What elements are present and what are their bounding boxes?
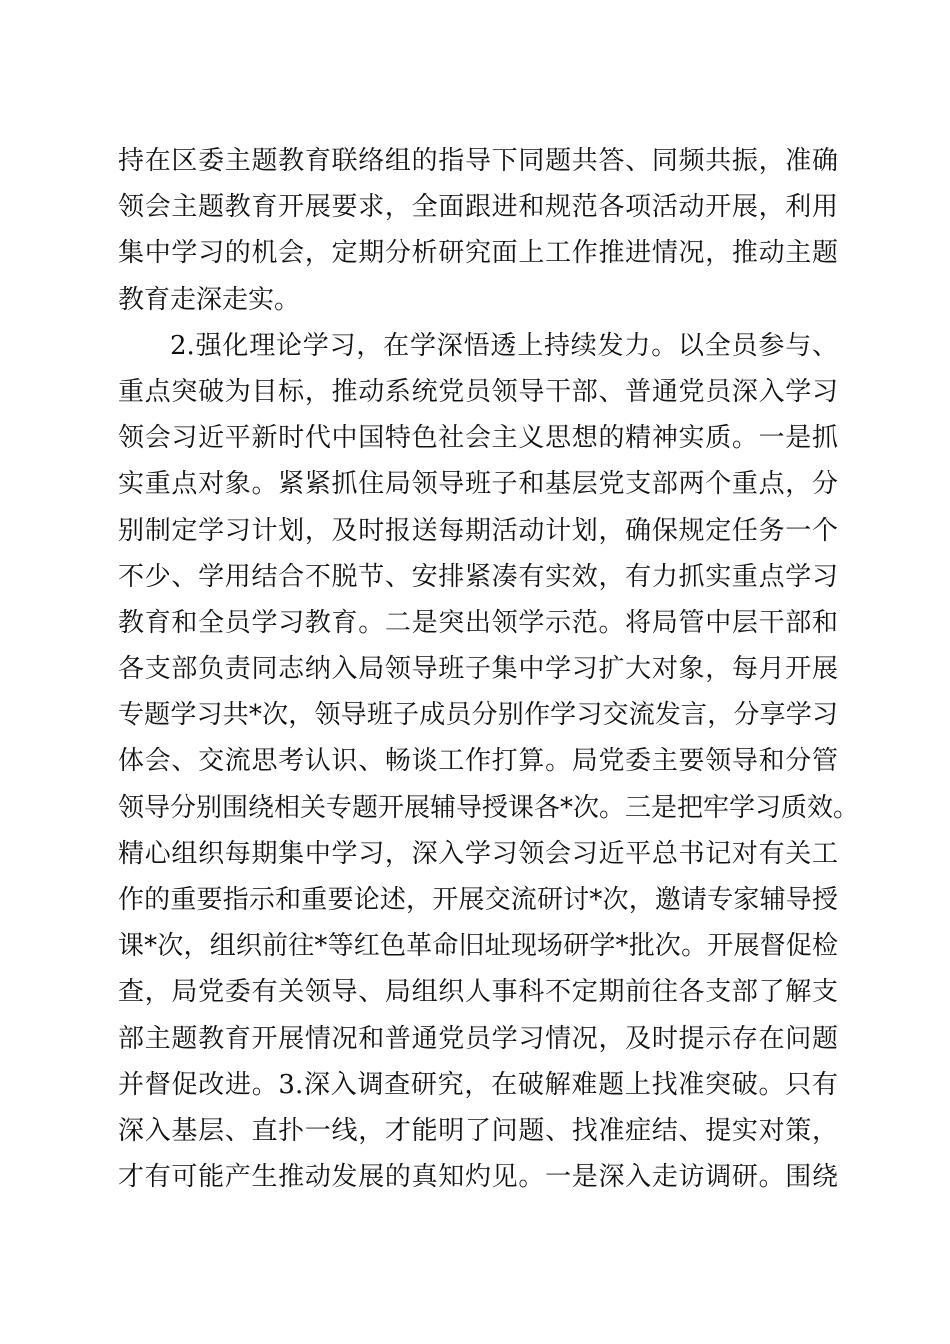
text-line: 部主题教育开展情况和普通党员学习情况，及时提示存在问题 bbox=[118, 1023, 838, 1054]
text-line: 持在区委主题教育联络组的指导下同题共答、同频共振，准确 bbox=[118, 146, 838, 176]
text-line: 领会习近平新时代中国特色社会主义思想的精神实质。一是抓 bbox=[118, 423, 838, 454]
text-line: 教育走深走实。 bbox=[118, 284, 301, 315]
text-line: 精心组织每期集中学习，深入学习领会习近平总书记对有关工 bbox=[118, 838, 838, 869]
text-line: 作的重要指示和重要论述，开展交流研讨*次，邀请专家辅导授 bbox=[118, 885, 838, 915]
text-line: 领会主题教育开展要求，全面跟进和规范各项活动开展，利用 bbox=[118, 192, 838, 223]
text-line: 教育和全员学习教育。二是突出领学示范。将局管中层干部和 bbox=[118, 607, 838, 638]
text-line: 实重点对象。紧紧抓住局领导班子和基层党支部两个重点，分 bbox=[118, 469, 838, 500]
text-line: 不少、学用结合不脱节、安排紧凑有实效，有力抓实重点学习 bbox=[118, 561, 838, 592]
body-text bbox=[118, 138, 860, 1200]
text-line: 体会、交流思考认识、畅谈工作打算。局党委主要领导和分管 bbox=[118, 746, 838, 777]
text-line: 专题学习共*次，领导班子成员分别作学习交流发言，分享学习 bbox=[118, 700, 838, 731]
text-line: 并督促改进。3.深入调查研究，在破解难题上找准突破。只有 bbox=[118, 1069, 838, 1100]
text-line: 深入基层、直扑一线，才能明了问题、找准症结、提实对策， bbox=[118, 1115, 838, 1146]
text-line: 重点突破为目标，推动系统党员领导干部、普通党员深入学习 bbox=[118, 376, 838, 407]
text-line: 集中学习的机会，定期分析研究面上工作推进情况，推动主题 bbox=[118, 238, 838, 269]
text-line: 领导分别围绕相关专题开展辅导授课各*次。三是把牢学习质效。 bbox=[118, 792, 860, 823]
text-line: 才有可能产生推动发展的真知灼见。一是深入走访调研。围绕 bbox=[118, 1162, 838, 1193]
text-line: 课*次，组织前往*等红色革命旧址现场研学*批次。开展督促检 bbox=[118, 931, 838, 962]
text-line: 查，局党委有关领导、局组织人事科不定期前往各支部了解支 bbox=[118, 977, 838, 1008]
text-line: 各支部负责同志纳入局领导班子集中学习扩大对象，每月开展 bbox=[118, 654, 838, 685]
text-line: 别制定学习计划，及时报送每期活动计划，确保规定任务一个 bbox=[118, 515, 838, 546]
paragraph-start-line: 2.强化理论学习，在学深悟透上持续发力。以全员参与、 bbox=[170, 330, 838, 361]
